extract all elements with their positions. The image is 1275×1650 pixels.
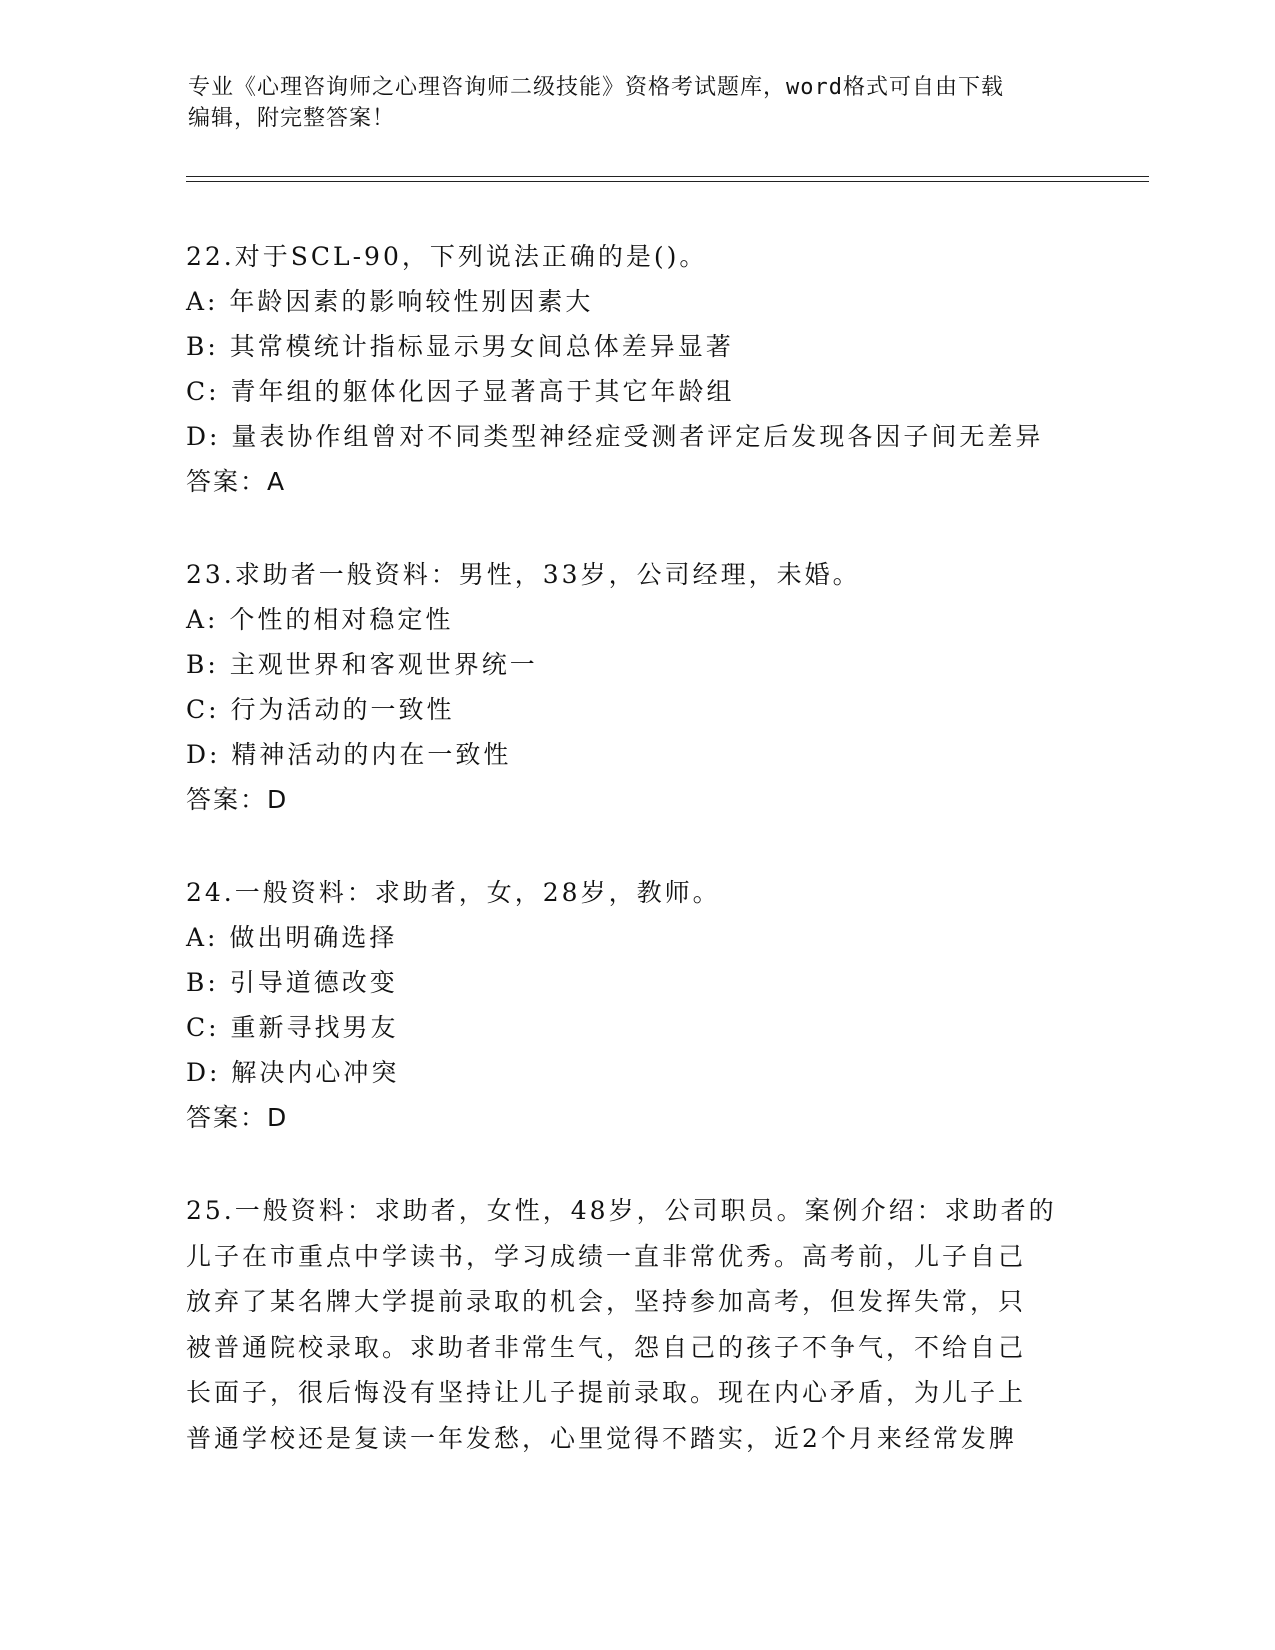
answer-label: 答案：D xyxy=(186,785,289,814)
paragraph-line: 儿子在市重点中学读书，学习成绩一直非常优秀。高考前，儿子自己 xyxy=(186,1241,1027,1271)
paragraph-line: 放弃了某名牌大学提前录取的机会，坚持参加高考，但发挥失常，只 xyxy=(186,1287,1027,1316)
option-b: B: 引导道德改变 xyxy=(186,968,398,997)
paragraph-line: 25.一般资料：求助者，女性，48岁，公司职员。案例介绍：求助者的 xyxy=(186,1196,1057,1225)
header-rule-top xyxy=(186,176,1149,177)
question-23 xyxy=(186,552,1086,822)
paragraph-line: 长面子，很后悔没有坚持让儿子提前录取。现在内心矛盾，为儿子上 xyxy=(186,1378,1027,1407)
option-d: D: 解决内心冲突 xyxy=(186,1058,400,1087)
question-stem: 23.求助者一般资料：男性，33岁，公司经理，未婚。 xyxy=(186,560,861,589)
answer-label: 答案：D xyxy=(186,1103,289,1132)
document-header xyxy=(188,72,1088,134)
question-22 xyxy=(186,234,1086,504)
option-d: D: 精神活动的内在一致性 xyxy=(186,740,512,769)
option-a: A: 个性的相对稳定性 xyxy=(186,605,454,634)
option-a: A: 年龄因素的影响较性别因素大 xyxy=(186,287,594,316)
option-b: B: 其常模统计指标显示男女间总体差异显著 xyxy=(186,332,734,361)
header-rule-bottom xyxy=(186,181,1149,182)
option-a: A: 做出明确选择 xyxy=(186,923,398,952)
question-25 xyxy=(186,1188,1086,1461)
option-c: C: 重新寻找男友 xyxy=(186,1013,399,1042)
header-line-2: 编辑，附完整答案！ xyxy=(188,106,396,131)
question-stem: 24.一般资料：求助者，女，28岁，教师。 xyxy=(186,878,721,907)
question-stem: 22.对于SCL-90，下列说法正确的是()。 xyxy=(186,242,708,271)
question-24 xyxy=(186,870,1086,1140)
option-c: C: 行为活动的一致性 xyxy=(186,695,455,724)
paragraph-line: 被普通院校录取。求助者非常生气，怨自己的孩子不争气，不给自己 xyxy=(186,1332,1027,1362)
answer-label: 答案：A xyxy=(186,467,287,496)
paragraph-line: 普通学校还是复读一年发愁，心里觉得不踏实，近2个月来经常发脾 xyxy=(186,1423,1017,1453)
option-b: B: 主观世界和客观世界统一 xyxy=(186,650,538,679)
header-line-1: 专业《心理咨询师之心理咨询师二级技能》资格考试题库，word格式可自由下载 xyxy=(188,75,1004,100)
option-c: C: 青年组的躯体化因子显著高于其它年龄组 xyxy=(186,377,735,406)
option-d: D: 量表协作组曾对不同类型神经症受测者评定后发现各因子间无差异 xyxy=(186,422,1044,451)
